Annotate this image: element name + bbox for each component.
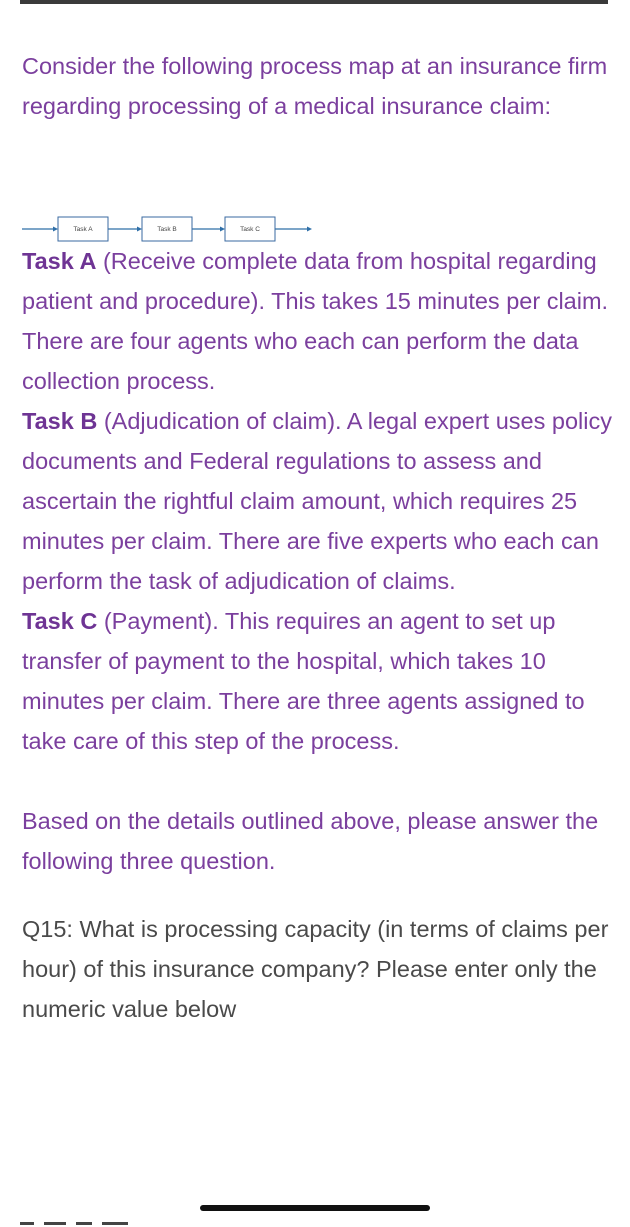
cut-off-content	[20, 1214, 140, 1227]
flow-arrow-out-head	[307, 227, 312, 232]
task-a-label: Task A	[22, 248, 97, 274]
task-b-description: (Adjudication of claim). A legal expert uses policy documents and Federal regulations to assess and ascertain the rightful claim amount, which requires 25 minutes per claim. There are five experts who each can perform the task of adjudication of claims.	[22, 408, 612, 594]
task-c-paragraph	[22, 601, 622, 761]
flow-arrow-in-head	[53, 227, 58, 232]
task-c-box-label: Task C	[240, 226, 260, 233]
flow-arrow-a-b-head	[137, 227, 142, 232]
instructions-text: Based on the details outlined above, please answer the following three question.	[22, 808, 599, 874]
task-a-box-label: Task A	[73, 226, 93, 233]
top-divider	[20, 0, 608, 4]
question-content	[22, 46, 622, 1029]
question-text: Q15: What is processing capacity (in terms of claims per hour) of this insurance company? Please enter only the numeric value below	[22, 916, 609, 1022]
task-b-box-label: Task B	[157, 226, 177, 233]
task-b-paragraph	[22, 401, 622, 601]
task-a-description: (Receive complete data from hospital regarding patient and procedure). This takes 15 minutes per claim. There are four agents who each can perform the data collection process.	[22, 248, 609, 394]
spacer	[22, 881, 622, 909]
task-c-description: (Payment). This requires an agent to set up transfer of payment to the hospital, which takes 10 minutes per claim. There are three agents assigned to take care of this step of the process.	[22, 608, 585, 754]
cut-off-mark	[44, 1222, 66, 1225]
cut-off-mark	[76, 1222, 92, 1225]
cut-off-mark	[102, 1222, 128, 1225]
task-b-label: Task B	[22, 408, 98, 434]
intro-text: Consider the following process map at an insurance firm regarding processing of a medical insurance claim:	[22, 53, 608, 119]
cut-off-mark	[20, 1222, 34, 1225]
spacer	[22, 761, 622, 801]
home-indicator[interactable]	[200, 1205, 430, 1211]
process-map-diagram	[22, 212, 322, 246]
task-c-label: Task C	[22, 608, 98, 634]
task-a-paragraph	[22, 241, 622, 401]
flow-arrow-b-c-head	[220, 227, 225, 232]
